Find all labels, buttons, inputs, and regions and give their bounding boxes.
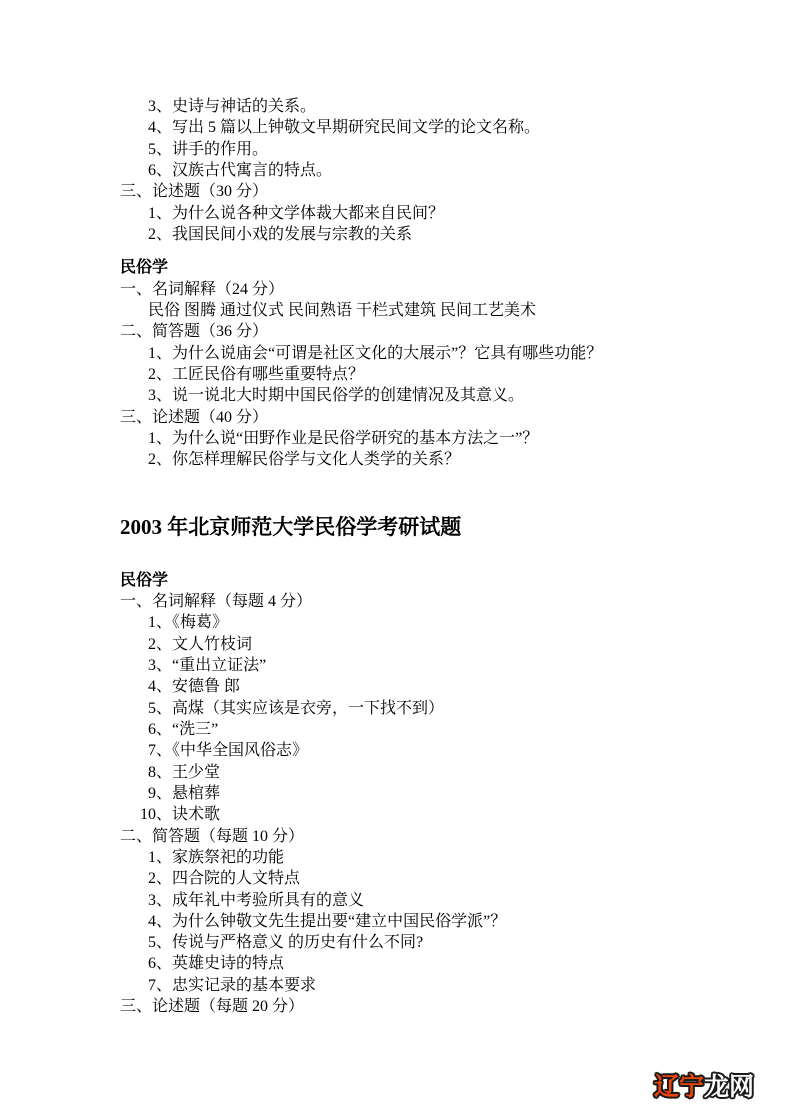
watermark-text-right: 龙网 [704,1073,755,1101]
exam-text-section [0,96,792,245]
text-line: 3、成年礼中考验所具有的意义 [148,891,365,909]
text-line: 5、高煤（其实应该是衣旁，一下找不到） [148,699,445,717]
text-line: 7、忠实记录的基本要求 [148,976,317,994]
text-line: 3、说一说北大时期中国民俗学的创建情况及其意义。 [148,387,525,405]
text-line: 一、名词解释（24 分） [120,280,285,298]
text-line: 2、四合院的人文特点 [148,870,301,888]
text-line: 6、汉族古代寓言的特点。 [148,161,333,179]
text-line: 8、王少堂 [148,763,221,781]
text-line: 民俗学 [120,259,169,277]
text-line: 9、悬棺葬 [148,784,221,802]
text-line: 1、为什么说各种文学体裁大都来自民间？ [148,204,445,222]
text-line: 2、文人竹枝词 [148,635,253,653]
text-line: 二、简答题（每题 10 分） [120,827,305,845]
text-line: 1、《梅葛》 [148,614,229,632]
text-line: 三、论述题（30 分） [120,183,269,201]
text-line: 2、工匠民俗有哪些重要特点？ [148,365,365,383]
text-line: 10、诀术歌 [140,806,221,824]
exam-title: 2003 年北京师范大学民俗学考研试题 [120,514,462,539]
text-line: 三、论述题（每题 20 分） [120,998,305,1016]
text-line: 4、安德鲁 郎 [148,678,241,696]
text-line: 一、名词解释（每题 4 分） [120,592,313,610]
text-line: 民俗 图腾 通过仪式 民间熟语 干栏式建筑 民间工艺美术 [148,301,537,319]
text-line: 民俗学 [120,571,169,589]
text-line: 6、“洗三” [148,720,219,738]
text-line: 二、简答题（36 分） [120,323,269,341]
text-line: 3、史诗与神话的关系。 [148,98,317,115]
text-line: 1、家族祭祀的功能 [148,848,285,866]
text-line: 三、论述题（40 分） [120,408,269,426]
text-line: 4、写出 5 篇以上钟敬文早期研究民间文学的论文名称。 [148,119,541,137]
text-line: 1、为什么说“田野作业是民俗学研究的基本方法之一”？ [148,429,539,447]
exam-text-section [0,257,792,470]
text-line: 5、传说与严格意义 的历史有什么不同? [148,934,424,952]
exam-text-section [0,570,792,1018]
text-line: 2、你怎样理解民俗学与文化人类学的关系？ [148,451,461,469]
watermark-text-left: 辽宁 [654,1073,705,1101]
watermark-logo [654,1073,754,1101]
text-line: 6、英雄史诗的特点 [148,955,285,973]
text-line: 4、为什么钟敬文先生提出要“建立中国民俗学派”？ [148,912,507,930]
text-line: 1、为什么说庙会“可谓是社区文化的大展示”？它具有哪些功能？ [148,344,603,362]
text-line: 3、“重出立证法” [148,656,267,674]
text-line: 7、《中华全国风俗志》 [148,742,309,760]
text-line: 2、我国民间小戏的发展与宗教的关系 [148,225,413,243]
text-line: 5、讲手的作用。 [148,140,269,158]
